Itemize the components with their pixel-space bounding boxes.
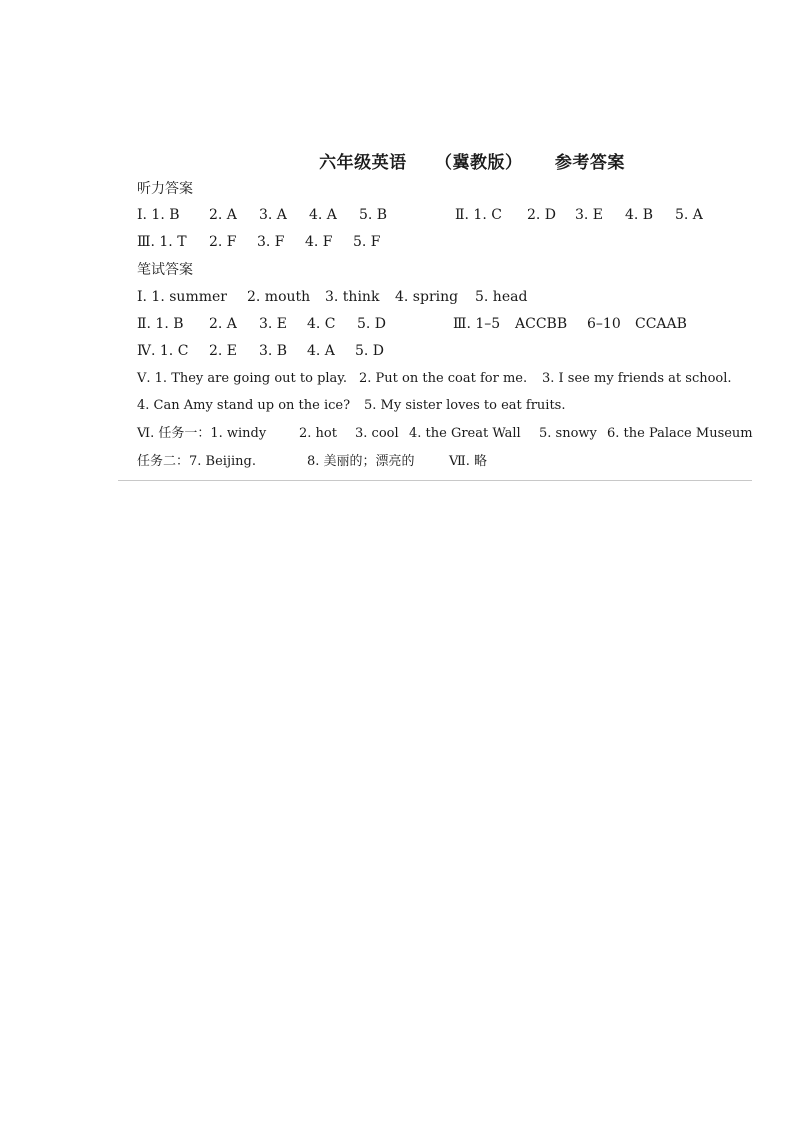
answer-item: 4. B	[625, 207, 654, 223]
answer-item: 2. A	[209, 316, 237, 332]
answer-item: 任务二：7. Beijing.	[137, 454, 256, 469]
answer-item: 2. D	[527, 207, 557, 223]
answer-item: 3. cool	[355, 426, 399, 441]
answer-item: Ⅳ. 1. C	[137, 343, 189, 359]
answer-item: ACCBB	[515, 316, 568, 332]
answer-item: 4. A	[309, 207, 337, 223]
page-title	[0, 148, 794, 173]
answer-item: Ⅱ. 1. B	[137, 316, 184, 332]
answer-item: Ⅲ. 1. T	[137, 234, 187, 250]
answer-item: 5. B	[359, 207, 388, 223]
answer-item: 3. A	[259, 207, 287, 223]
answer-item: 2. A	[209, 207, 237, 223]
answer-item: 5. A	[675, 207, 703, 223]
answer-item: 5. D	[357, 316, 387, 332]
answer-item: 4. A	[307, 343, 335, 359]
answer-item: Ⅲ. 1–5	[453, 316, 501, 332]
answer-item: 4. C	[307, 316, 336, 332]
answer-item: Ⅰ. 1. summer	[137, 289, 227, 305]
answer-item: 3. E	[575, 207, 604, 223]
title-main: 六年级英语	[319, 153, 407, 173]
answer-item: 2. F	[209, 234, 237, 250]
bottom-divider	[118, 480, 752, 481]
answer-item: 4. F	[305, 234, 333, 250]
answer-item: 2. Put on the coat for me.	[359, 371, 528, 386]
title-suffix: 参考答案	[554, 153, 625, 173]
answer-item: 4. spring	[395, 289, 459, 305]
answer-item: Ⅵ. 任务一：1. windy	[137, 426, 267, 441]
listening-heading: 听力答案	[137, 181, 193, 197]
answer-item: 2. mouth	[247, 289, 311, 305]
answer-item: 2. hot	[299, 426, 337, 441]
answer-item: 3. I see my friends at school.	[542, 371, 732, 386]
answer-item: 5. F	[353, 234, 381, 250]
answer-item: 5. snowy	[539, 426, 597, 441]
written-heading: 笔试答案	[137, 262, 193, 278]
answer-item: 6–10	[587, 316, 621, 332]
answer-item: 3. B	[259, 343, 288, 359]
answer-item: 5. head	[475, 289, 528, 305]
answer-item: 4. the Great Wall	[409, 426, 521, 441]
answer-item: Ⅱ. 1. C	[455, 207, 502, 223]
answer-item: 5. My sister loves to eat fruits.	[364, 398, 566, 413]
answer-item: 4. Can Amy stand up on the ice?	[137, 398, 351, 413]
answer-item: 2. E	[209, 343, 238, 359]
answer-item: 6. the Palace Museum	[607, 426, 753, 441]
answer-item: Ⅶ. 略	[449, 454, 488, 469]
answer-item: 3. F	[257, 234, 285, 250]
title-edition: （冀教版）	[435, 153, 523, 173]
answer-item: 5. D	[355, 343, 385, 359]
answer-item: 8. 美丽的；漂亮的	[307, 454, 415, 469]
answer-item: 3. E	[259, 316, 288, 332]
answer-item: 3. think	[325, 289, 380, 305]
answer-item: CCAAB	[635, 316, 687, 332]
answer-item: Ⅰ. 1. B	[137, 207, 180, 223]
answer-item: Ⅴ. 1. They are going out to play.	[137, 371, 348, 386]
